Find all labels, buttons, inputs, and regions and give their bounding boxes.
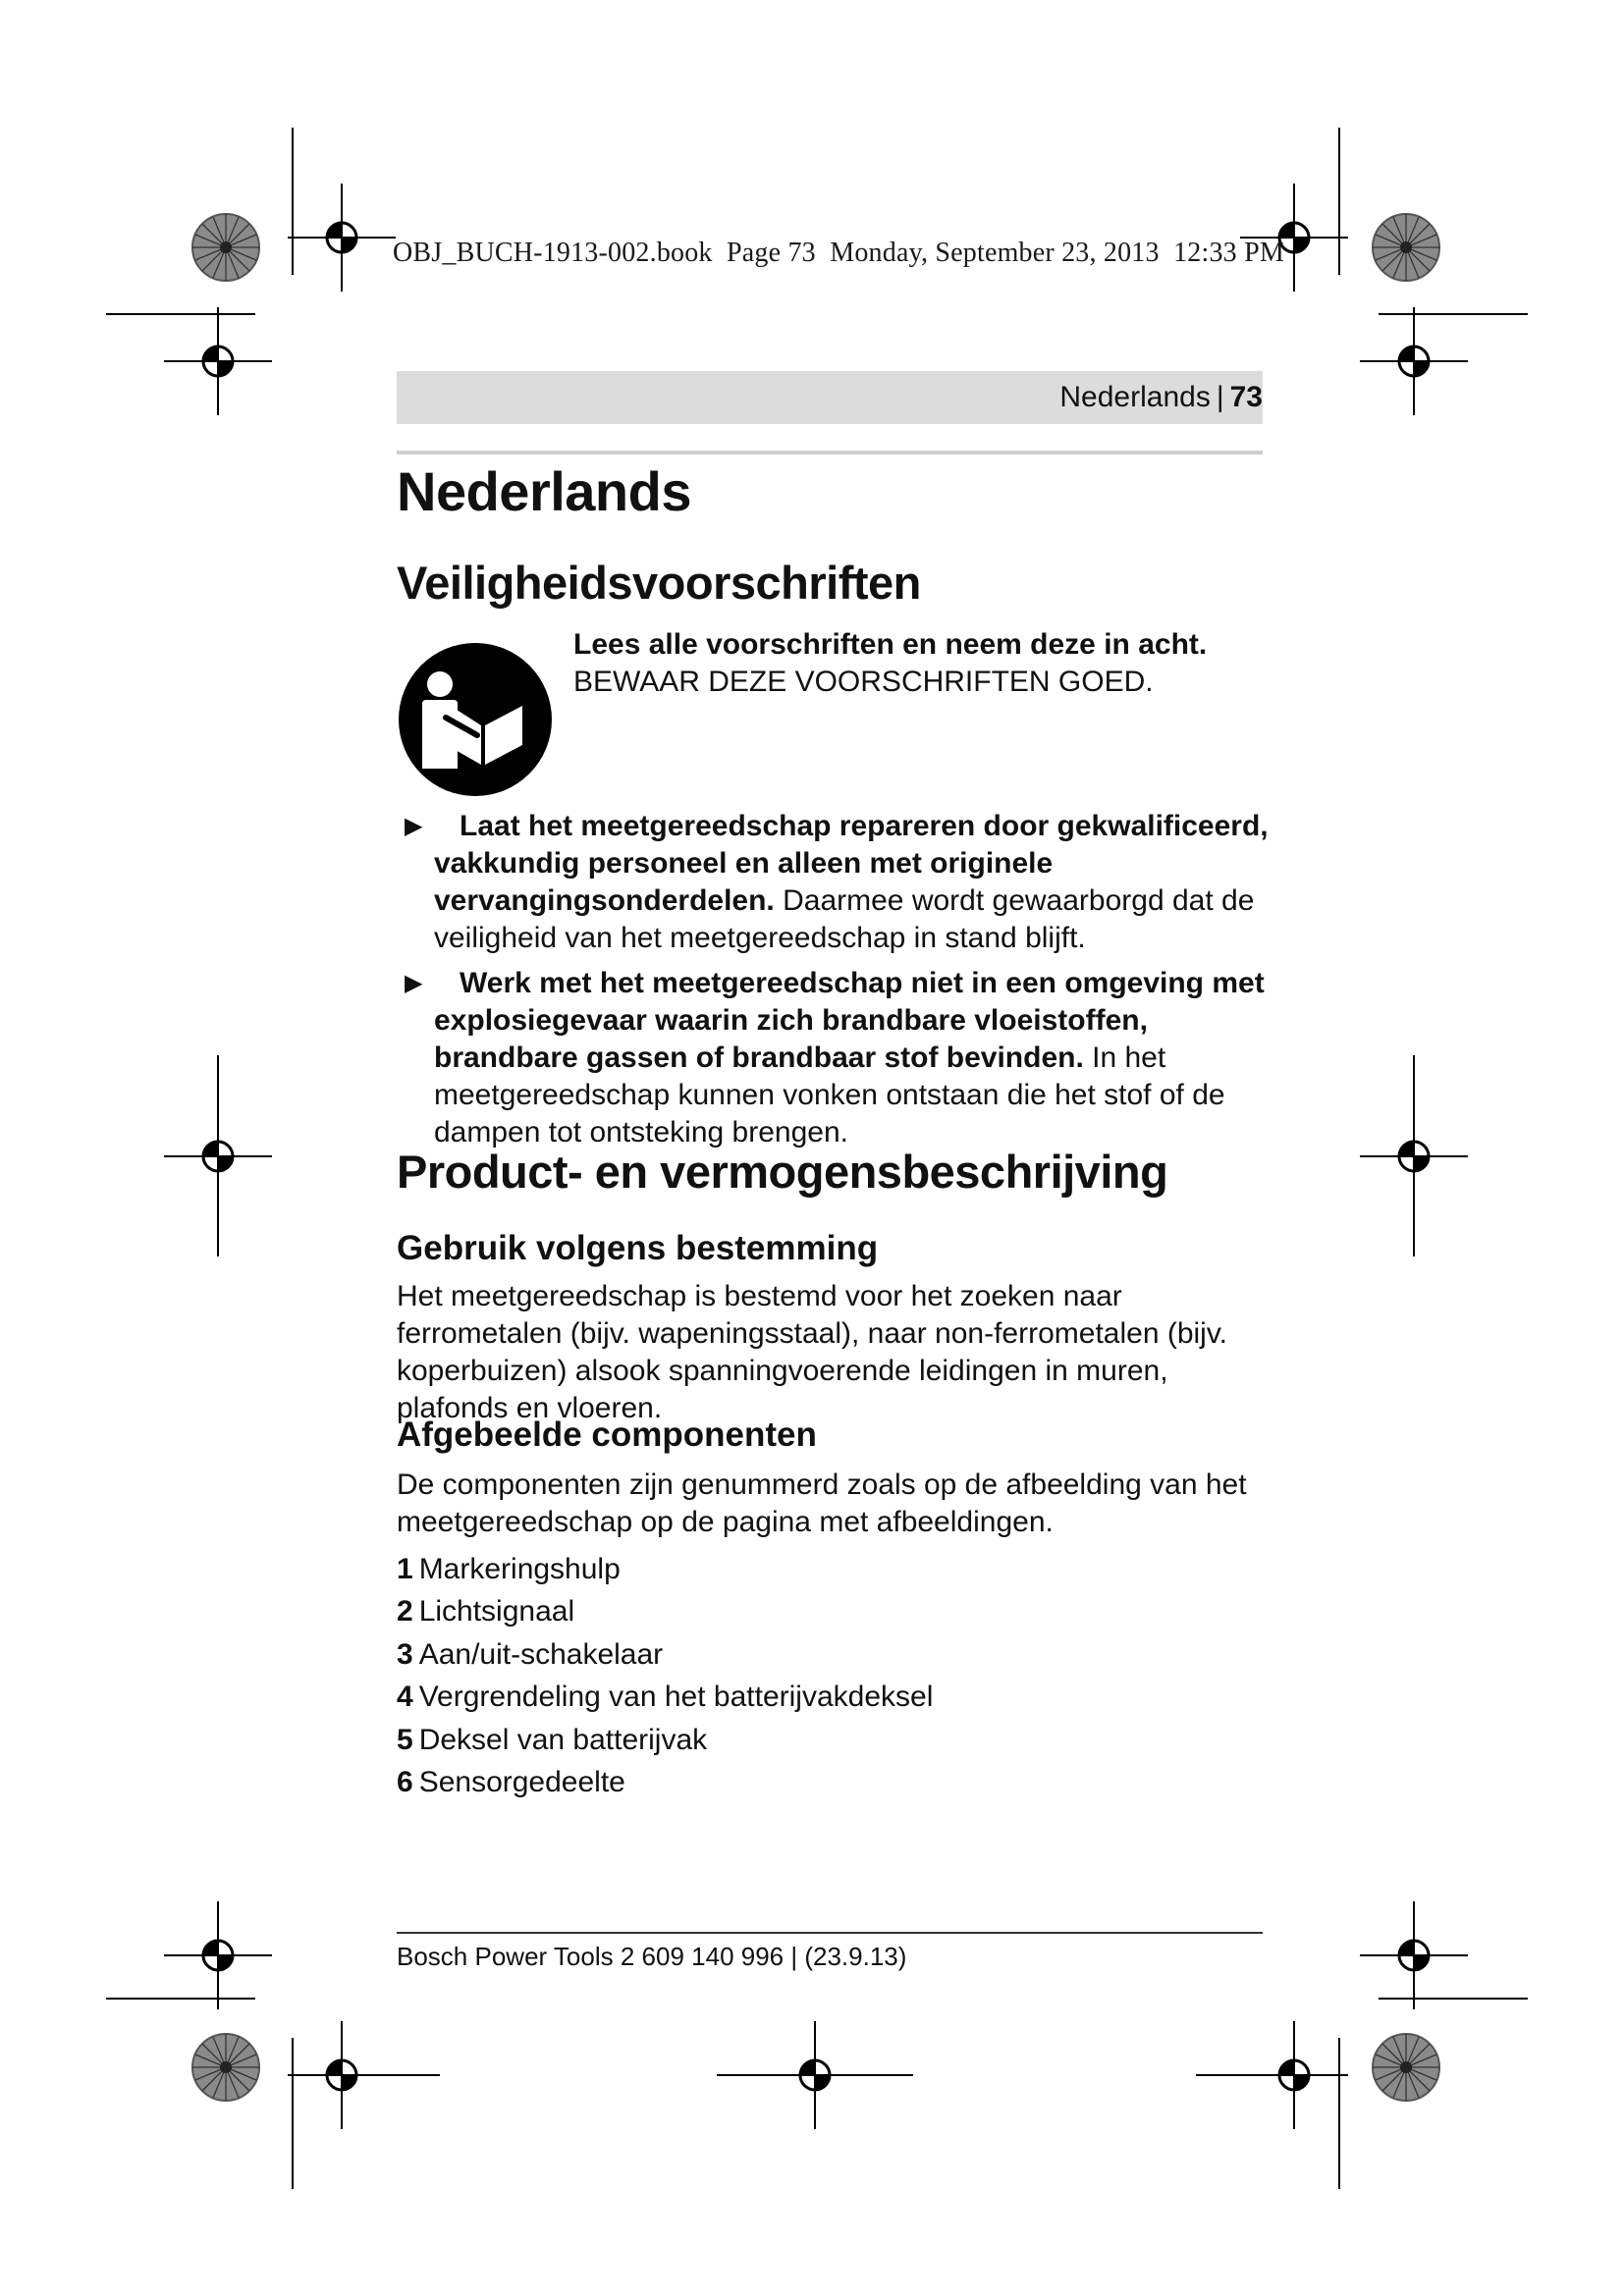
bullet-bold: Laat het meetgereedschap repareren door gekwalificeerd, vakkundig personeel en alleen met originele vervangingsonderdelen. [434, 810, 1269, 917]
component-item: 1 Markeringshulp [397, 1553, 621, 1585]
header-rule [397, 451, 1263, 454]
print-info-line: OBJ_BUCH-1913-002.book Page 73 Monday, September 23, 2013 12:33 PM [393, 238, 1284, 268]
safety-intro-bold: Lees alle voorschriften en neem deze in acht. [573, 628, 1208, 661]
page-number: 73 [1229, 381, 1263, 413]
safety-heading: Veiligheidsvoorschriften [397, 557, 921, 609]
bullet-triangle-icon: ▶ [405, 970, 423, 996]
component-item: 6 Sensorgedeelte [397, 1766, 625, 1798]
footer-rule [397, 1932, 1263, 1934]
safety-bullet [397, 965, 1280, 1151]
component-item: 4 Vergrendeling van het batterijvakdeksel [397, 1681, 934, 1713]
read-manual-icon [397, 641, 554, 798]
product-heading: Product- en vermogensbeschrijving [397, 1146, 1168, 1198]
bullet-text: Daarmee wordt gewaarborgd dat de veiligheid van het meetgereedschap in stand blijft. [434, 884, 1255, 954]
component-item: 3 Aan/uit-schakelaar [397, 1638, 664, 1671]
bullet-triangle-icon: ▶ [405, 813, 423, 839]
safety-intro [573, 626, 1280, 701]
usage-text: Het meetgereedschap is bestemd voor het zoeken naar ferrometalen (bijv. wapeningsstaal), naar non-ferrometalen (bijv. koperbuizen) alsook spanningvoerende leidingen in muren, plafonds en vloeren. [397, 1280, 1227, 1424]
running-header [1059, 373, 1263, 422]
components-heading: Afgebeelde componenten [397, 1415, 817, 1454]
components-text: De componenten zijn genummerd zoals op de afbeelding van het meetgereedschap op de pagina met afbeeldingen. [397, 1468, 1247, 1538]
page-title: Nederlands [397, 460, 691, 522]
bullet-bold: Werk met het meetgereedschap niet in een omgeving met explosiegevaar waarin zich brandbare vloeistoffen, brandbare gassen of brandbaar stof bevinden. [434, 967, 1265, 1074]
header-language: Nederlands [1059, 381, 1211, 413]
bullet-text: In het meetgereedschap kunnen vonken ontstaan die het stof of de dampen tot ontsteking brengen. [434, 1041, 1225, 1148]
header-separator: | [1216, 381, 1224, 413]
component-item: 2 Lichtsignaal [397, 1595, 575, 1628]
page-footer: Bosch Power Tools 2 609 140 996 | (23.9.13) [397, 1942, 907, 1971]
component-item: 5 Deksel van batterijvak [397, 1724, 708, 1756]
usage-heading: Gebruik volgens bestemming [397, 1229, 879, 1267]
safety-bullet [397, 808, 1280, 957]
safety-intro-rest: BEWAAR DEZE VOORSCHRIFTEN GOED. [573, 666, 1154, 698]
